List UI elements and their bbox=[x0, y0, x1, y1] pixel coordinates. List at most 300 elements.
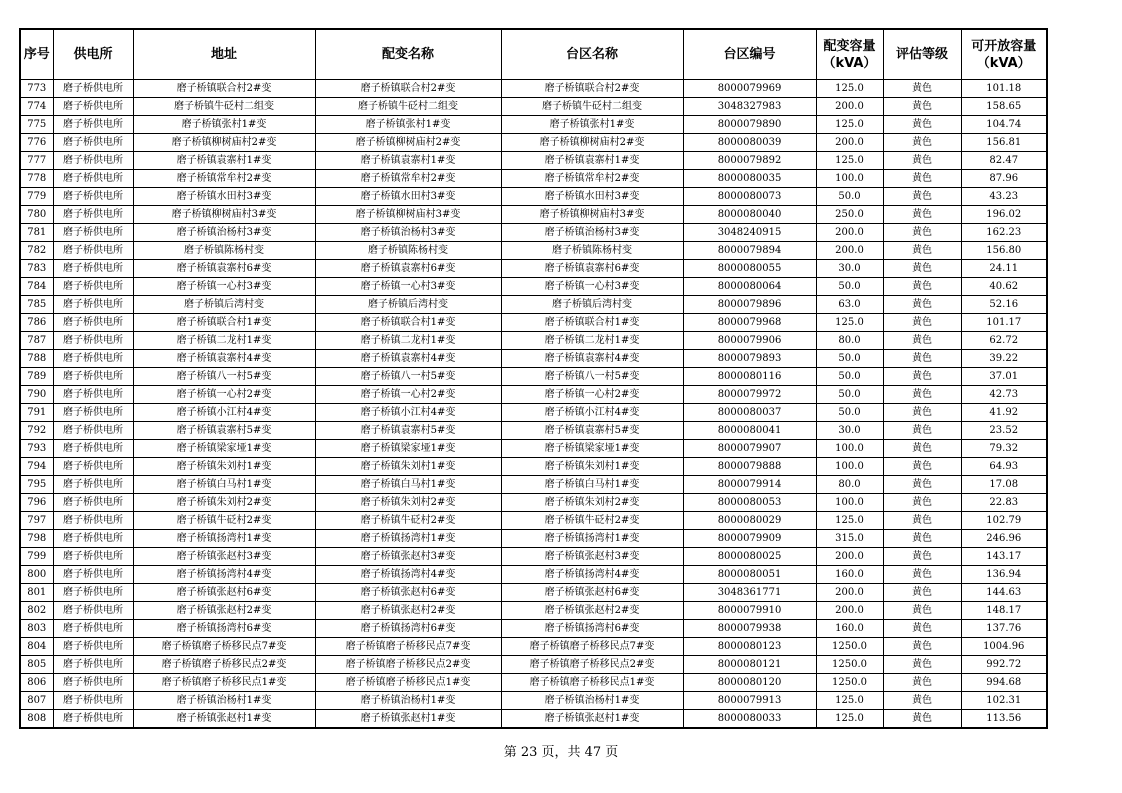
table-row bbox=[20, 260, 1047, 278]
cell-seq: 782 bbox=[20, 242, 53, 260]
cell-seq: 789 bbox=[20, 368, 53, 386]
table-row bbox=[20, 458, 1047, 476]
header-row bbox=[20, 29, 1047, 80]
cell-area-code: 8000079968 bbox=[683, 314, 816, 332]
cell-address: 磨子桥镇小江村4#变 bbox=[133, 404, 315, 422]
cell-open-capacity: 41.92 bbox=[961, 404, 1047, 422]
cell-area-code: 3048327983 bbox=[683, 98, 816, 116]
table-row bbox=[20, 440, 1047, 458]
cell-area-name: 磨子桥镇磨子桥移民点2#变 bbox=[501, 656, 683, 674]
cell-area-name: 磨子桥镇扬湾村1#变 bbox=[501, 530, 683, 548]
cell-grade: 黄色 bbox=[883, 476, 961, 494]
cell-area-code: 8000079890 bbox=[683, 116, 816, 134]
cell-capacity: 125.0 bbox=[816, 710, 883, 729]
cell-seq: 803 bbox=[20, 620, 53, 638]
cell-station: 磨子桥供电所 bbox=[53, 566, 133, 584]
cell-seq: 791 bbox=[20, 404, 53, 422]
cell-address: 磨子桥镇联合村1#变 bbox=[133, 314, 315, 332]
cell-grade: 黄色 bbox=[883, 674, 961, 692]
cell-area-name: 磨子桥镇常牟村2#变 bbox=[501, 170, 683, 188]
cell-address: 磨子桥镇常牟村2#变 bbox=[133, 170, 315, 188]
cell-open-capacity: 156.81 bbox=[961, 134, 1047, 152]
cell-transformer: 磨子桥镇扬湾村4#变 bbox=[315, 566, 501, 584]
cell-area-code: 8000080040 bbox=[683, 206, 816, 224]
cell-transformer: 磨子桥镇陈杨村变 bbox=[315, 242, 501, 260]
table-row bbox=[20, 206, 1047, 224]
cell-open-capacity: 37.01 bbox=[961, 368, 1047, 386]
cell-seq: 801 bbox=[20, 584, 53, 602]
cell-capacity: 100.0 bbox=[816, 494, 883, 512]
cell-capacity: 100.0 bbox=[816, 458, 883, 476]
table-row bbox=[20, 620, 1047, 638]
cell-transformer: 磨子桥镇朱刘村2#变 bbox=[315, 494, 501, 512]
cell-station: 磨子桥供电所 bbox=[53, 584, 133, 602]
cell-area-name: 磨子桥镇柳树庙村3#变 bbox=[501, 206, 683, 224]
cell-seq: 779 bbox=[20, 188, 53, 206]
cell-address: 磨子桥镇治杨村1#变 bbox=[133, 692, 315, 710]
cell-capacity: 50.0 bbox=[816, 278, 883, 296]
header-seq: 序号 bbox=[20, 29, 53, 80]
cell-open-capacity: 162.23 bbox=[961, 224, 1047, 242]
cell-open-capacity: 136.94 bbox=[961, 566, 1047, 584]
cell-open-capacity: 158.65 bbox=[961, 98, 1047, 116]
cell-capacity: 100.0 bbox=[816, 170, 883, 188]
cell-address: 磨子桥镇梁家垭1#变 bbox=[133, 440, 315, 458]
cell-station: 磨子桥供电所 bbox=[53, 350, 133, 368]
cell-area-code: 8000080121 bbox=[683, 656, 816, 674]
cell-grade: 黄色 bbox=[883, 170, 961, 188]
cell-address: 磨子桥镇一心村3#变 bbox=[133, 278, 315, 296]
cell-station: 磨子桥供电所 bbox=[53, 260, 133, 278]
cell-open-capacity: 143.17 bbox=[961, 548, 1047, 566]
cell-capacity: 160.0 bbox=[816, 620, 883, 638]
cell-area-code: 8000080051 bbox=[683, 566, 816, 584]
cell-area-name: 磨子桥镇二龙村1#变 bbox=[501, 332, 683, 350]
cell-grade: 黄色 bbox=[883, 566, 961, 584]
table-row bbox=[20, 152, 1047, 170]
cell-open-capacity: 62.72 bbox=[961, 332, 1047, 350]
table-row bbox=[20, 80, 1047, 98]
cell-seq: 804 bbox=[20, 638, 53, 656]
cell-seq: 785 bbox=[20, 296, 53, 314]
table-row bbox=[20, 116, 1047, 134]
cell-station: 磨子桥供电所 bbox=[53, 548, 133, 566]
cell-address: 磨子桥镇磨子桥移民点1#变 bbox=[133, 674, 315, 692]
cell-address: 磨子桥镇张村1#变 bbox=[133, 116, 315, 134]
cell-transformer: 磨子桥镇扬湾村6#变 bbox=[315, 620, 501, 638]
table-row bbox=[20, 224, 1047, 242]
cell-seq: 798 bbox=[20, 530, 53, 548]
cell-address: 磨子桥镇治杨村3#变 bbox=[133, 224, 315, 242]
cell-address: 磨子桥镇袁寨村1#变 bbox=[133, 152, 315, 170]
data-sheet bbox=[19, 28, 1048, 729]
cell-capacity: 80.0 bbox=[816, 476, 883, 494]
table-body bbox=[20, 80, 1047, 729]
table-row bbox=[20, 476, 1047, 494]
cell-area-name: 磨子桥镇张赵村6#变 bbox=[501, 584, 683, 602]
cell-capacity: 200.0 bbox=[816, 242, 883, 260]
cell-station: 磨子桥供电所 bbox=[53, 188, 133, 206]
cell-open-capacity: 994.68 bbox=[961, 674, 1047, 692]
cell-seq: 793 bbox=[20, 440, 53, 458]
cell-area-code: 8000079909 bbox=[683, 530, 816, 548]
cell-area-name: 磨子桥镇袁寨村1#变 bbox=[501, 152, 683, 170]
cell-area-code: 8000079896 bbox=[683, 296, 816, 314]
table-row bbox=[20, 512, 1047, 530]
cell-area-code: 3048361771 bbox=[683, 584, 816, 602]
cell-grade: 黄色 bbox=[883, 638, 961, 656]
cell-transformer: 磨子桥镇扬湾村1#变 bbox=[315, 530, 501, 548]
cell-station: 磨子桥供电所 bbox=[53, 224, 133, 242]
cell-seq: 799 bbox=[20, 548, 53, 566]
cell-grade: 黄色 bbox=[883, 116, 961, 134]
cell-seq: 780 bbox=[20, 206, 53, 224]
cell-area-name: 磨子桥镇牛砭村2#变 bbox=[501, 512, 683, 530]
cell-area-name: 磨子桥镇联合村2#变 bbox=[501, 80, 683, 98]
table-row bbox=[20, 296, 1047, 314]
cell-station: 磨子桥供电所 bbox=[53, 368, 133, 386]
cell-transformer: 磨子桥镇柳树庙村2#变 bbox=[315, 134, 501, 152]
table-row bbox=[20, 494, 1047, 512]
cell-area-name: 磨子桥镇联合村1#变 bbox=[501, 314, 683, 332]
cell-station: 磨子桥供电所 bbox=[53, 314, 133, 332]
cell-seq: 792 bbox=[20, 422, 53, 440]
cell-open-capacity: 87.96 bbox=[961, 170, 1047, 188]
table-row bbox=[20, 314, 1047, 332]
table-row bbox=[20, 674, 1047, 692]
cell-address: 磨子桥镇陈杨村变 bbox=[133, 242, 315, 260]
cell-grade: 黄色 bbox=[883, 206, 961, 224]
cell-station: 磨子桥供电所 bbox=[53, 386, 133, 404]
cell-area-code: 8000080055 bbox=[683, 260, 816, 278]
cell-transformer: 磨子桥镇袁寨村5#变 bbox=[315, 422, 501, 440]
table-row bbox=[20, 242, 1047, 260]
cell-grade: 黄色 bbox=[883, 224, 961, 242]
cell-area-code: 8000079893 bbox=[683, 350, 816, 368]
cell-open-capacity: 102.79 bbox=[961, 512, 1047, 530]
cell-address: 磨子桥镇二龙村1#变 bbox=[133, 332, 315, 350]
cell-address: 磨子桥镇磨子桥移民点7#变 bbox=[133, 638, 315, 656]
cell-open-capacity: 43.23 bbox=[961, 188, 1047, 206]
cell-transformer: 磨子桥镇治杨村1#变 bbox=[315, 692, 501, 710]
cell-area-code: 8000080116 bbox=[683, 368, 816, 386]
cell-capacity: 1250.0 bbox=[816, 674, 883, 692]
cell-address: 磨子桥镇牛砭村二组变 bbox=[133, 98, 315, 116]
cell-area-name: 磨子桥镇白马村1#变 bbox=[501, 476, 683, 494]
cell-area-name: 磨子桥镇柳树庙村2#变 bbox=[501, 134, 683, 152]
cell-area-code: 8000080123 bbox=[683, 638, 816, 656]
cell-capacity: 125.0 bbox=[816, 152, 883, 170]
table-row bbox=[20, 692, 1047, 710]
cell-address: 磨子桥镇柳树庙村3#变 bbox=[133, 206, 315, 224]
cell-station: 磨子桥供电所 bbox=[53, 530, 133, 548]
cell-address: 磨子桥镇张赵村3#变 bbox=[133, 548, 315, 566]
cell-area-code: 8000080041 bbox=[683, 422, 816, 440]
cell-transformer: 磨子桥镇八一村5#变 bbox=[315, 368, 501, 386]
cell-seq: 784 bbox=[20, 278, 53, 296]
header-area-name: 台区名称 bbox=[501, 29, 683, 80]
cell-transformer: 磨子桥镇牛砭村2#变 bbox=[315, 512, 501, 530]
cell-grade: 黄色 bbox=[883, 422, 961, 440]
table-row bbox=[20, 386, 1047, 404]
cell-address: 磨子桥镇袁寨村4#变 bbox=[133, 350, 315, 368]
cell-grade: 黄色 bbox=[883, 656, 961, 674]
cell-grade: 黄色 bbox=[883, 494, 961, 512]
cell-station: 磨子桥供电所 bbox=[53, 116, 133, 134]
cell-transformer: 磨子桥镇梁家垭1#变 bbox=[315, 440, 501, 458]
cell-area-code: 8000079938 bbox=[683, 620, 816, 638]
cell-transformer: 磨子桥镇张赵村1#变 bbox=[315, 710, 501, 729]
cell-station: 磨子桥供电所 bbox=[53, 134, 133, 152]
cell-open-capacity: 52.16 bbox=[961, 296, 1047, 314]
table-row bbox=[20, 350, 1047, 368]
cell-open-capacity: 39.22 bbox=[961, 350, 1047, 368]
cell-open-capacity: 104.74 bbox=[961, 116, 1047, 134]
cell-area-code: 8000079888 bbox=[683, 458, 816, 476]
cell-grade: 黄色 bbox=[883, 530, 961, 548]
cell-capacity: 50.0 bbox=[816, 188, 883, 206]
cell-open-capacity: 79.32 bbox=[961, 440, 1047, 458]
cell-grade: 黄色 bbox=[883, 278, 961, 296]
cell-station: 磨子桥供电所 bbox=[53, 494, 133, 512]
cell-transformer: 磨子桥镇张赵村6#变 bbox=[315, 584, 501, 602]
cell-area-code: 8000079972 bbox=[683, 386, 816, 404]
cell-transformer: 磨子桥镇治杨村3#变 bbox=[315, 224, 501, 242]
cell-station: 磨子桥供电所 bbox=[53, 656, 133, 674]
cell-capacity: 200.0 bbox=[816, 548, 883, 566]
cell-station: 磨子桥供电所 bbox=[53, 602, 133, 620]
cell-capacity: 200.0 bbox=[816, 134, 883, 152]
cell-grade: 黄色 bbox=[883, 98, 961, 116]
cell-seq: 800 bbox=[20, 566, 53, 584]
cell-seq: 776 bbox=[20, 134, 53, 152]
cell-grade: 黄色 bbox=[883, 404, 961, 422]
cell-seq: 802 bbox=[20, 602, 53, 620]
header-open-line1: 可开放容量 bbox=[971, 38, 1037, 54]
cell-station: 磨子桥供电所 bbox=[53, 638, 133, 656]
cell-capacity: 50.0 bbox=[816, 404, 883, 422]
table-row bbox=[20, 368, 1047, 386]
cell-grade: 黄色 bbox=[883, 314, 961, 332]
cell-capacity: 250.0 bbox=[816, 206, 883, 224]
cell-capacity: 200.0 bbox=[816, 584, 883, 602]
cell-address: 磨子桥镇张赵村2#变 bbox=[133, 602, 315, 620]
table-row bbox=[20, 656, 1047, 674]
cell-address: 磨子桥镇水田村3#变 bbox=[133, 188, 315, 206]
cell-station: 磨子桥供电所 bbox=[53, 440, 133, 458]
table-row bbox=[20, 710, 1047, 729]
cell-capacity: 30.0 bbox=[816, 422, 883, 440]
cell-open-capacity: 148.17 bbox=[961, 602, 1047, 620]
cell-area-name: 磨子桥镇张村1#变 bbox=[501, 116, 683, 134]
cell-seq: 808 bbox=[20, 710, 53, 729]
cell-capacity: 50.0 bbox=[816, 386, 883, 404]
cell-area-name: 磨子桥镇治杨村3#变 bbox=[501, 224, 683, 242]
cell-capacity: 125.0 bbox=[816, 116, 883, 134]
table-row bbox=[20, 170, 1047, 188]
cell-seq: 775 bbox=[20, 116, 53, 134]
cell-area-code: 8000080120 bbox=[683, 674, 816, 692]
cell-area-name: 磨子桥镇磨子桥移民点7#变 bbox=[501, 638, 683, 656]
cell-grade: 黄色 bbox=[883, 548, 961, 566]
cell-seq: 805 bbox=[20, 656, 53, 674]
table-row bbox=[20, 584, 1047, 602]
cell-grade: 黄色 bbox=[883, 260, 961, 278]
cell-address: 磨子桥镇张赵村1#变 bbox=[133, 710, 315, 729]
cell-grade: 黄色 bbox=[883, 386, 961, 404]
cell-seq: 807 bbox=[20, 692, 53, 710]
header-station: 供电所 bbox=[53, 29, 133, 80]
cell-open-capacity: 101.17 bbox=[961, 314, 1047, 332]
cell-address: 磨子桥镇张赵村6#变 bbox=[133, 584, 315, 602]
cell-transformer: 磨子桥镇牛砭村二组变 bbox=[315, 98, 501, 116]
cell-open-capacity: 82.47 bbox=[961, 152, 1047, 170]
cell-grade: 黄色 bbox=[883, 296, 961, 314]
cell-seq: 774 bbox=[20, 98, 53, 116]
cell-transformer: 磨子桥镇袁寨村4#变 bbox=[315, 350, 501, 368]
cell-station: 磨子桥供电所 bbox=[53, 458, 133, 476]
cell-area-code: 8000079892 bbox=[683, 152, 816, 170]
header-capacity bbox=[816, 29, 883, 80]
cell-seq: 796 bbox=[20, 494, 53, 512]
cell-address: 磨子桥镇牛砭村2#变 bbox=[133, 512, 315, 530]
cell-station: 磨子桥供电所 bbox=[53, 206, 133, 224]
cell-open-capacity: 137.76 bbox=[961, 620, 1047, 638]
cell-area-name: 磨子桥镇袁寨村5#变 bbox=[501, 422, 683, 440]
table-row bbox=[20, 134, 1047, 152]
cell-address: 磨子桥镇朱刘村1#变 bbox=[133, 458, 315, 476]
cell-station: 磨子桥供电所 bbox=[53, 296, 133, 314]
cell-open-capacity: 64.93 bbox=[961, 458, 1047, 476]
cell-capacity: 125.0 bbox=[816, 692, 883, 710]
cell-seq: 777 bbox=[20, 152, 53, 170]
cell-area-code: 8000080064 bbox=[683, 278, 816, 296]
cell-capacity: 125.0 bbox=[816, 314, 883, 332]
cell-area-name: 磨子桥镇后湾村变 bbox=[501, 296, 683, 314]
cell-station: 磨子桥供电所 bbox=[53, 170, 133, 188]
cell-area-name: 磨子桥镇梁家垭1#变 bbox=[501, 440, 683, 458]
cell-area-code: 8000079910 bbox=[683, 602, 816, 620]
table-row bbox=[20, 188, 1047, 206]
cell-station: 磨子桥供电所 bbox=[53, 404, 133, 422]
cell-open-capacity: 196.02 bbox=[961, 206, 1047, 224]
cell-transformer: 磨子桥镇朱刘村1#变 bbox=[315, 458, 501, 476]
cell-open-capacity: 40.62 bbox=[961, 278, 1047, 296]
cell-capacity: 200.0 bbox=[816, 602, 883, 620]
cell-area-name: 磨子桥镇牛砭村二组变 bbox=[501, 98, 683, 116]
table-row bbox=[20, 404, 1047, 422]
cell-seq: 794 bbox=[20, 458, 53, 476]
cell-open-capacity: 42.73 bbox=[961, 386, 1047, 404]
cell-grade: 黄色 bbox=[883, 458, 961, 476]
cell-capacity: 50.0 bbox=[816, 350, 883, 368]
cell-area-code: 8000080029 bbox=[683, 512, 816, 530]
cell-station: 磨子桥供电所 bbox=[53, 80, 133, 98]
cell-transformer: 磨子桥镇小江村4#变 bbox=[315, 404, 501, 422]
cell-area-code: 8000080025 bbox=[683, 548, 816, 566]
header-open-line2: （kVA） bbox=[976, 55, 1031, 71]
cell-area-name: 磨子桥镇治杨村1#变 bbox=[501, 692, 683, 710]
table-row bbox=[20, 98, 1047, 116]
cell-transformer: 磨子桥镇张赵村2#变 bbox=[315, 602, 501, 620]
cell-station: 磨子桥供电所 bbox=[53, 512, 133, 530]
cell-grade: 黄色 bbox=[883, 710, 961, 729]
cell-grade: 黄色 bbox=[883, 440, 961, 458]
cell-open-capacity: 22.83 bbox=[961, 494, 1047, 512]
cell-grade: 黄色 bbox=[883, 512, 961, 530]
cell-transformer: 磨子桥镇联合村2#变 bbox=[315, 80, 501, 98]
cell-capacity: 63.0 bbox=[816, 296, 883, 314]
table-row bbox=[20, 548, 1047, 566]
header-open-capacity bbox=[961, 29, 1047, 80]
page-number: 第 23 页，共 47 页 bbox=[503, 745, 619, 760]
cell-area-code: 8000080053 bbox=[683, 494, 816, 512]
cell-address: 磨子桥镇袁寨村5#变 bbox=[133, 422, 315, 440]
cell-seq: 806 bbox=[20, 674, 53, 692]
cell-station: 磨子桥供电所 bbox=[53, 242, 133, 260]
cell-transformer: 磨子桥镇张村1#变 bbox=[315, 116, 501, 134]
cell-area-name: 磨子桥镇张赵村1#变 bbox=[501, 710, 683, 729]
cell-grade: 黄色 bbox=[883, 368, 961, 386]
cell-station: 磨子桥供电所 bbox=[53, 620, 133, 638]
header-transformer: 配变名称 bbox=[315, 29, 501, 80]
cell-address: 磨子桥镇朱刘村2#变 bbox=[133, 494, 315, 512]
cell-capacity: 100.0 bbox=[816, 440, 883, 458]
cell-open-capacity: 992.72 bbox=[961, 656, 1047, 674]
cell-area-name: 磨子桥镇八一村5#变 bbox=[501, 368, 683, 386]
cell-station: 磨子桥供电所 bbox=[53, 422, 133, 440]
table-row bbox=[20, 566, 1047, 584]
cell-address: 磨子桥镇八一村5#变 bbox=[133, 368, 315, 386]
cell-seq: 783 bbox=[20, 260, 53, 278]
cell-area-code: 8000079914 bbox=[683, 476, 816, 494]
cell-station: 磨子桥供电所 bbox=[53, 476, 133, 494]
cell-area-code: 8000079906 bbox=[683, 332, 816, 350]
cell-address: 磨子桥镇柳树庙村2#变 bbox=[133, 134, 315, 152]
cell-area-name: 磨子桥镇袁寨村6#变 bbox=[501, 260, 683, 278]
cell-transformer: 磨子桥镇磨子桥移民点1#变 bbox=[315, 674, 501, 692]
cell-open-capacity: 144.63 bbox=[961, 584, 1047, 602]
cell-transformer: 磨子桥镇柳树庙村3#变 bbox=[315, 206, 501, 224]
cell-seq: 781 bbox=[20, 224, 53, 242]
cell-open-capacity: 1004.96 bbox=[961, 638, 1047, 656]
cell-area-name: 磨子桥镇张赵村3#变 bbox=[501, 548, 683, 566]
cell-transformer: 磨子桥镇磨子桥移民点7#变 bbox=[315, 638, 501, 656]
cell-grade: 黄色 bbox=[883, 152, 961, 170]
cell-station: 磨子桥供电所 bbox=[53, 332, 133, 350]
cell-seq: 797 bbox=[20, 512, 53, 530]
capacity-table bbox=[19, 28, 1048, 729]
cell-capacity: 50.0 bbox=[816, 368, 883, 386]
cell-transformer: 磨子桥镇后湾村变 bbox=[315, 296, 501, 314]
cell-area-code: 8000079913 bbox=[683, 692, 816, 710]
cell-grade: 黄色 bbox=[883, 620, 961, 638]
cell-capacity: 1250.0 bbox=[816, 656, 883, 674]
cell-area-name: 磨子桥镇袁寨村4#变 bbox=[501, 350, 683, 368]
cell-grade: 黄色 bbox=[883, 692, 961, 710]
cell-seq: 786 bbox=[20, 314, 53, 332]
table-row bbox=[20, 530, 1047, 548]
cell-grade: 黄色 bbox=[883, 134, 961, 152]
cell-transformer: 磨子桥镇常牟村2#变 bbox=[315, 170, 501, 188]
cell-area-name: 磨子桥镇朱刘村2#变 bbox=[501, 494, 683, 512]
cell-address: 磨子桥镇磨子桥移民点2#变 bbox=[133, 656, 315, 674]
cell-area-name: 磨子桥镇朱刘村1#变 bbox=[501, 458, 683, 476]
cell-grade: 黄色 bbox=[883, 350, 961, 368]
cell-address: 磨子桥镇扬湾村4#变 bbox=[133, 566, 315, 584]
cell-station: 磨子桥供电所 bbox=[53, 710, 133, 729]
header-area-code: 台区编号 bbox=[683, 29, 816, 80]
